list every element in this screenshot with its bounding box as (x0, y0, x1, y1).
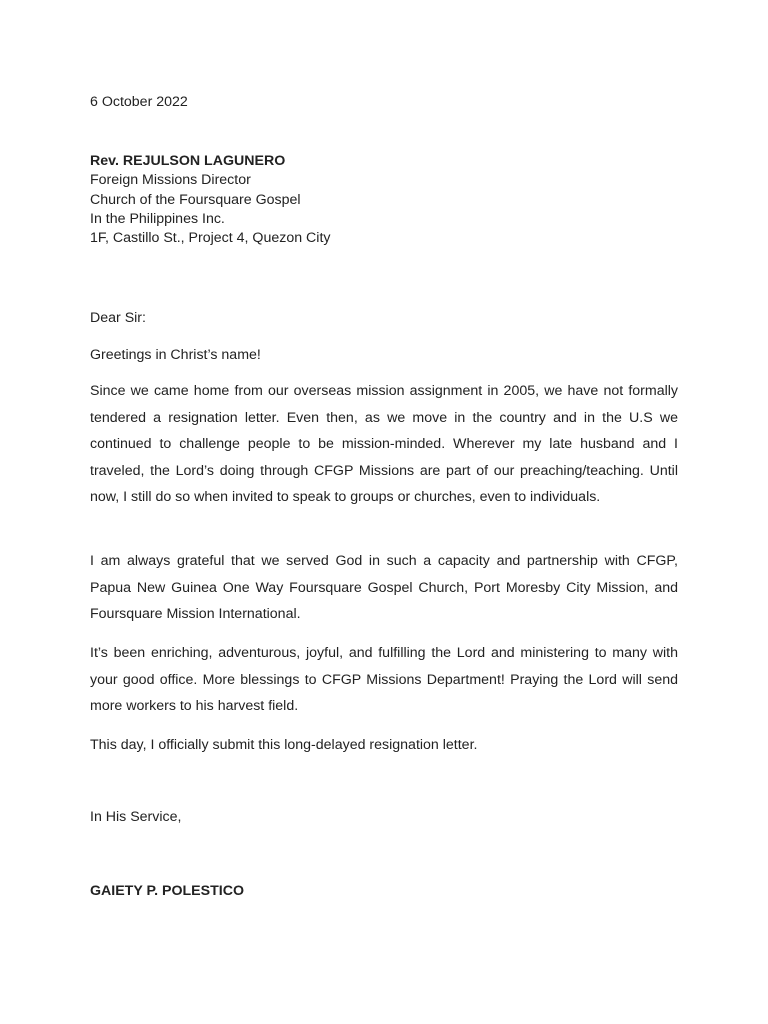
salutation: Dear Sir: (90, 310, 146, 326)
body-paragraph-1: Since we came home from our overseas mission assignment in 2005, we have not formally tendered a resignation letter. Even then, as we move in the country and in the U.S we continued to challenge people to be mission-minded. Wherever my late husband and I traveled, the Lord’s doing through CFGP Missions are part of our preaching/teaching. Until now, I still do so when invited to speak to groups or churches, even to individuals. (90, 383, 678, 506)
recipient-organization-line2: In the Philippines Inc. (90, 210, 225, 227)
letter-date: 6 October 2022 (90, 94, 188, 110)
recipient-block (90, 152, 678, 248)
greeting: Greetings in Christ’s name! (90, 347, 261, 363)
recipient-organization-line1: Church of the Foursquare Gospel (90, 191, 301, 208)
body-paragraph-3: It’s been enriching, adventurous, joyful, and fulfilling the Lord and ministering to many with your good office. More blessings to CFGP Missions Department! Praying the Lord will send more workers to his harvest field. (90, 645, 678, 715)
recipient-name: Rev. REJULSON LAGUNERO (90, 153, 286, 169)
closing: In His Service, (90, 809, 182, 825)
body-paragraph-2: I am always grateful that we served God in such a capacity and partnership with CFGP, Papua New Guinea One Way Foursquare Gospel Church, Port Moresby City Mission, and Foursquare Mission International. (90, 553, 678, 623)
recipient-address: 1F, Castillo St., Project 4, Quezon City (90, 230, 331, 247)
recipient-title: Foreign Missions Director (90, 172, 251, 189)
body-paragraph-4: This day, I officially submit this long-delayed resignation letter. (90, 737, 478, 753)
signature-name: GAIETY P. POLESTICO (90, 883, 244, 899)
